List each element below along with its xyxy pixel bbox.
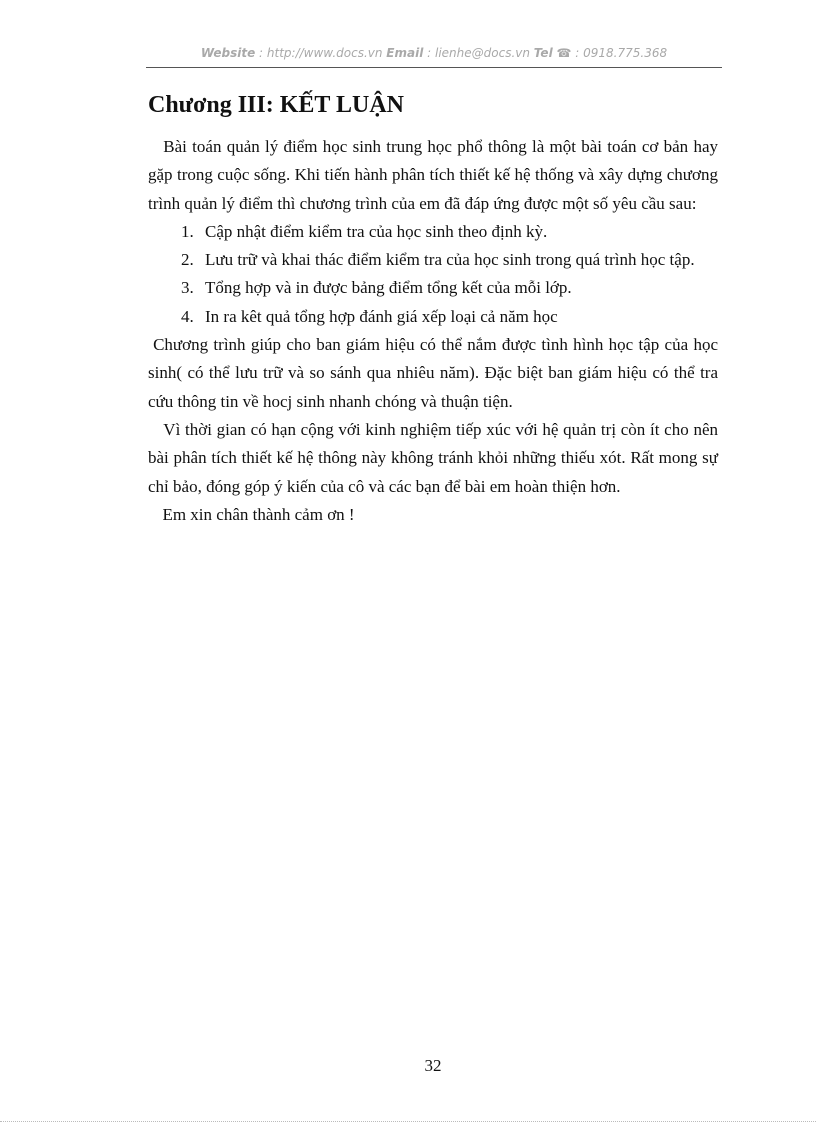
header-email-value: : lienhe@docs.vn — [423, 46, 534, 60]
header-tel-label: Tel — [533, 46, 553, 60]
header-website-value: : http://www.docs.vn — [255, 46, 387, 60]
list-item-text: Cập nhật điểm kiểm tra của học sinh theo định kỳ. — [205, 221, 548, 241]
page-header — [146, 46, 722, 66]
header-website-label: Website — [200, 46, 256, 60]
list-item-number: 2. — [181, 250, 194, 270]
list-item — [148, 218, 718, 246]
limitation-paragraph: Vì thời gian có hạn cộng với kinh nghiệm tiếp xúc với hệ quản trị còn ít cho nên bài phân tích thiết kế hệ thông này không tránh khỏi những thiếu xót. Rất mong sự chỉ bảo, đóng góp ý kiến của cô và các bạn để bài em hoàn thiện hơn. — [148, 419, 718, 496]
header-email-label: Email — [386, 46, 424, 60]
list-item-number: 4. — [181, 306, 194, 326]
list-item — [148, 303, 718, 331]
list-item-number: 1. — [181, 221, 194, 241]
document-body — [148, 133, 718, 529]
intro-paragraph: Bài toán quản lý điểm học sinh trung học phổ thông là một bài toán cơ bản hay gặp trong cuộc sống. Khi tiến hành phân tích thiết kế hệ thống và xây dựng chương trình quản lý điểm thì chương trình của em đã đáp ứng được một số yêu cầu sau: — [148, 137, 718, 213]
list-item-number: 3. — [181, 278, 194, 298]
list-item — [148, 274, 718, 302]
header-tel-value: ☎ : 0918.775.368 — [552, 46, 668, 60]
requirements-list — [148, 218, 718, 331]
page-bottom-border — [0, 1121, 816, 1122]
header-divider — [146, 67, 722, 68]
closing-line: Em xin chân thành cảm ơn ! — [162, 504, 355, 524]
list-item-text: In ra kêt quả tổng hợp đánh giá xếp loại cả năm học — [205, 306, 558, 326]
chapter-title: Chương III: KẾT LUẬN — [148, 92, 404, 118]
page-number: 32 — [424, 1056, 442, 1075]
list-item-text: Lưu trữ và khai thác điểm kiểm tra của học sinh trong quá trình học tập. — [205, 250, 695, 270]
list-item-text: Tổng hợp và in được bảng điểm tổng kết của mỗi lớp. — [205, 278, 572, 298]
list-item — [148, 246, 718, 274]
benefit-paragraph: Chương trình giúp cho ban giám hiệu có thể nắm được tình hình học tập của học sinh( có thể lưu trữ và so sánh qua nhiêu năm). Đặc biệt ban giám hiệu có thể tra cứu thông tin về hocj sinh nhanh chóng và thuận tiện. — [148, 335, 718, 411]
